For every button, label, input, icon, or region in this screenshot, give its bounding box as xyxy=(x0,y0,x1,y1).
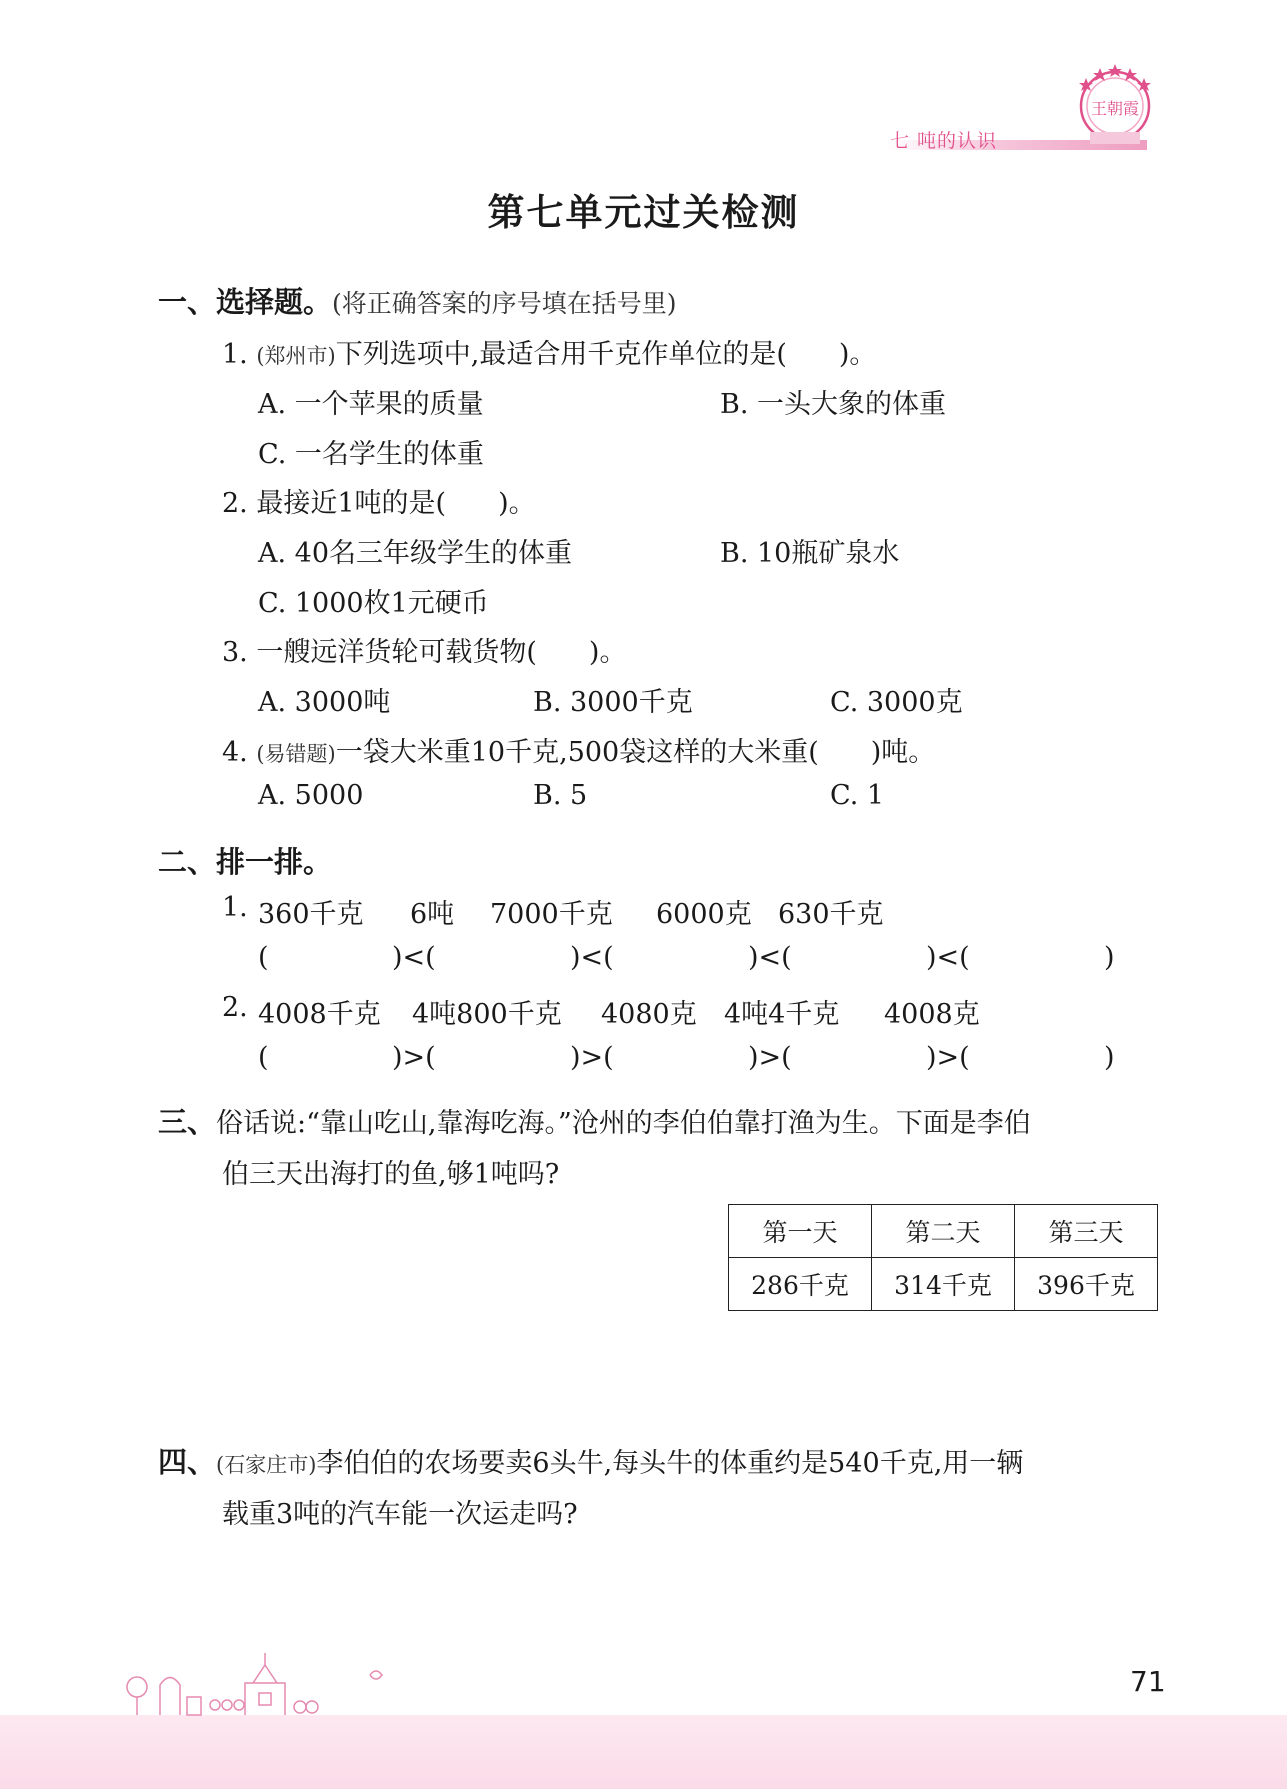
question-2-1-number: 1. xyxy=(222,892,248,923)
section-2-heading: 二、排一排。 xyxy=(158,845,333,879)
town-illustration-icon xyxy=(115,1645,415,1720)
section-3-line-1: 俗话说:“靠山吃山,靠海吃海。”沧州的李伯伯靠打渔为生。下面是李伯 xyxy=(216,1108,1031,1139)
question-2-2-item: 4008千克 xyxy=(258,999,381,1030)
table-header-row xyxy=(729,1205,1158,1258)
section-1-heading: 一、选择题。 xyxy=(158,285,333,319)
table-header-cell: 第三天 xyxy=(1015,1205,1158,1258)
answer-blank-open: ( xyxy=(258,942,269,973)
question-number: 4. xyxy=(222,737,248,768)
option-1-2-b: B. 10瓶矿泉水 xyxy=(720,538,900,569)
answer-blank-sep: )>( xyxy=(392,1042,436,1073)
answer-blank-open: ( xyxy=(258,1042,269,1073)
question-number: 2. xyxy=(222,488,248,519)
section-1 xyxy=(158,280,677,321)
question-2-2-item: 4008克 xyxy=(884,999,980,1030)
question-tag: (易错题) xyxy=(256,742,336,766)
question-stem: 最接近1吨的是( xyxy=(256,488,447,519)
option-1-3-a: A. 3000吨 xyxy=(258,687,391,718)
section-3 xyxy=(158,1100,1031,1141)
question-end: )。 xyxy=(838,339,877,370)
fish-catch-table xyxy=(728,1204,1158,1311)
question-2-2-item: 4吨4千克 xyxy=(724,999,840,1030)
section-4-tag: (石家庄市) xyxy=(216,1453,317,1477)
page-title: 第七单元过关检测 xyxy=(487,191,800,234)
option-1-1-c: C. 一名学生的体重 xyxy=(258,439,484,470)
option-1-4-a: A. 5000 xyxy=(258,780,364,811)
section-4 xyxy=(158,1440,1023,1481)
answer-blank-sep: )>( xyxy=(748,1042,792,1073)
question-2-1-item: 6000克 xyxy=(656,899,752,930)
footer-band xyxy=(0,1715,1287,1789)
answer-blank-sep: )<( xyxy=(570,942,614,973)
question-stem: 下列选项中,最适合用千克作单位的是( xyxy=(335,339,787,370)
question-stem: 一艘远洋货轮可载货物( xyxy=(256,637,537,668)
question-2-1-item: 630千克 xyxy=(778,899,884,930)
option-1-1-a: A. 一个苹果的质量 xyxy=(258,389,484,420)
question-number: 3. xyxy=(222,637,248,668)
question-2-1-item: 360千克 xyxy=(258,899,364,930)
section-3-line-2: 伯三天出海打的鱼,够1吨吗? xyxy=(222,1159,560,1190)
answer-blank-close: ) xyxy=(1104,1042,1115,1073)
question-2-2-item: 4080克 xyxy=(601,999,697,1030)
answer-blank-sep: )<( xyxy=(748,942,792,973)
option-1-3-b: B. 3000千克 xyxy=(533,687,693,718)
table-cell: 286千克 xyxy=(729,1258,872,1311)
table-header-cell: 第一天 xyxy=(729,1205,872,1258)
section-3-heading: 三、 xyxy=(158,1105,217,1139)
question-2-1-item: 7000千克 xyxy=(490,899,613,930)
question-2-1-item: 6吨 xyxy=(410,899,455,930)
chapter-label: 七 吨的认识 xyxy=(890,130,998,152)
answer-blank-close: ) xyxy=(1104,942,1115,973)
answer-blank-sep: )>( xyxy=(570,1042,614,1073)
question-stem: 一袋大米重10千克,500袋这样的大米重( xyxy=(335,737,819,768)
option-1-3-c: C. 3000克 xyxy=(830,687,963,718)
answer-blank-sep: )<( xyxy=(926,942,970,973)
section-4-line-1: 李伯伯的农场要卖6头牛,每头牛的体重约是540千克,用一辆 xyxy=(316,1448,1024,1479)
section-4-heading: 四、 xyxy=(158,1445,217,1479)
option-1-2-a: A. 40名三年级学生的体重 xyxy=(258,538,573,569)
table-header-cell: 第二天 xyxy=(872,1205,1015,1258)
question-2-2-number: 2. xyxy=(222,992,248,1023)
question-1-3 xyxy=(222,630,626,669)
answer-blank-sep: )>( xyxy=(926,1042,970,1073)
table-cell: 396千克 xyxy=(1015,1258,1158,1311)
question-end: )。 xyxy=(588,637,627,668)
option-1-4-b: B. 5 xyxy=(533,780,588,811)
question-1-1 xyxy=(222,332,876,371)
section-4-line-2: 载重3吨的汽车能一次运走吗? xyxy=(222,1499,578,1530)
option-1-2-c: C. 1000枚1元硬币 xyxy=(258,588,489,619)
option-1-4-c: C. 1 xyxy=(830,780,885,811)
question-tag: (郑州市) xyxy=(256,344,336,368)
page-number: 71 xyxy=(1130,1665,1166,1698)
brand-badge-icon xyxy=(1072,58,1158,150)
question-1-4 xyxy=(222,730,935,769)
table-cell: 314千克 xyxy=(872,1258,1015,1311)
answer-blank-sep: )<( xyxy=(392,942,436,973)
section-1-note: (将正确答案的序号填在括号里) xyxy=(332,289,677,318)
question-end: )。 xyxy=(498,488,536,519)
question-end: )吨。 xyxy=(870,737,936,768)
question-2-2-item: 4吨800千克 xyxy=(412,999,562,1030)
table-row xyxy=(729,1258,1158,1311)
svg-text:王朝霞: 王朝霞 xyxy=(1090,99,1140,118)
question-1-2 xyxy=(222,481,536,520)
question-number: 1. xyxy=(222,339,248,370)
option-1-1-b: B. 一头大象的体重 xyxy=(720,389,947,420)
